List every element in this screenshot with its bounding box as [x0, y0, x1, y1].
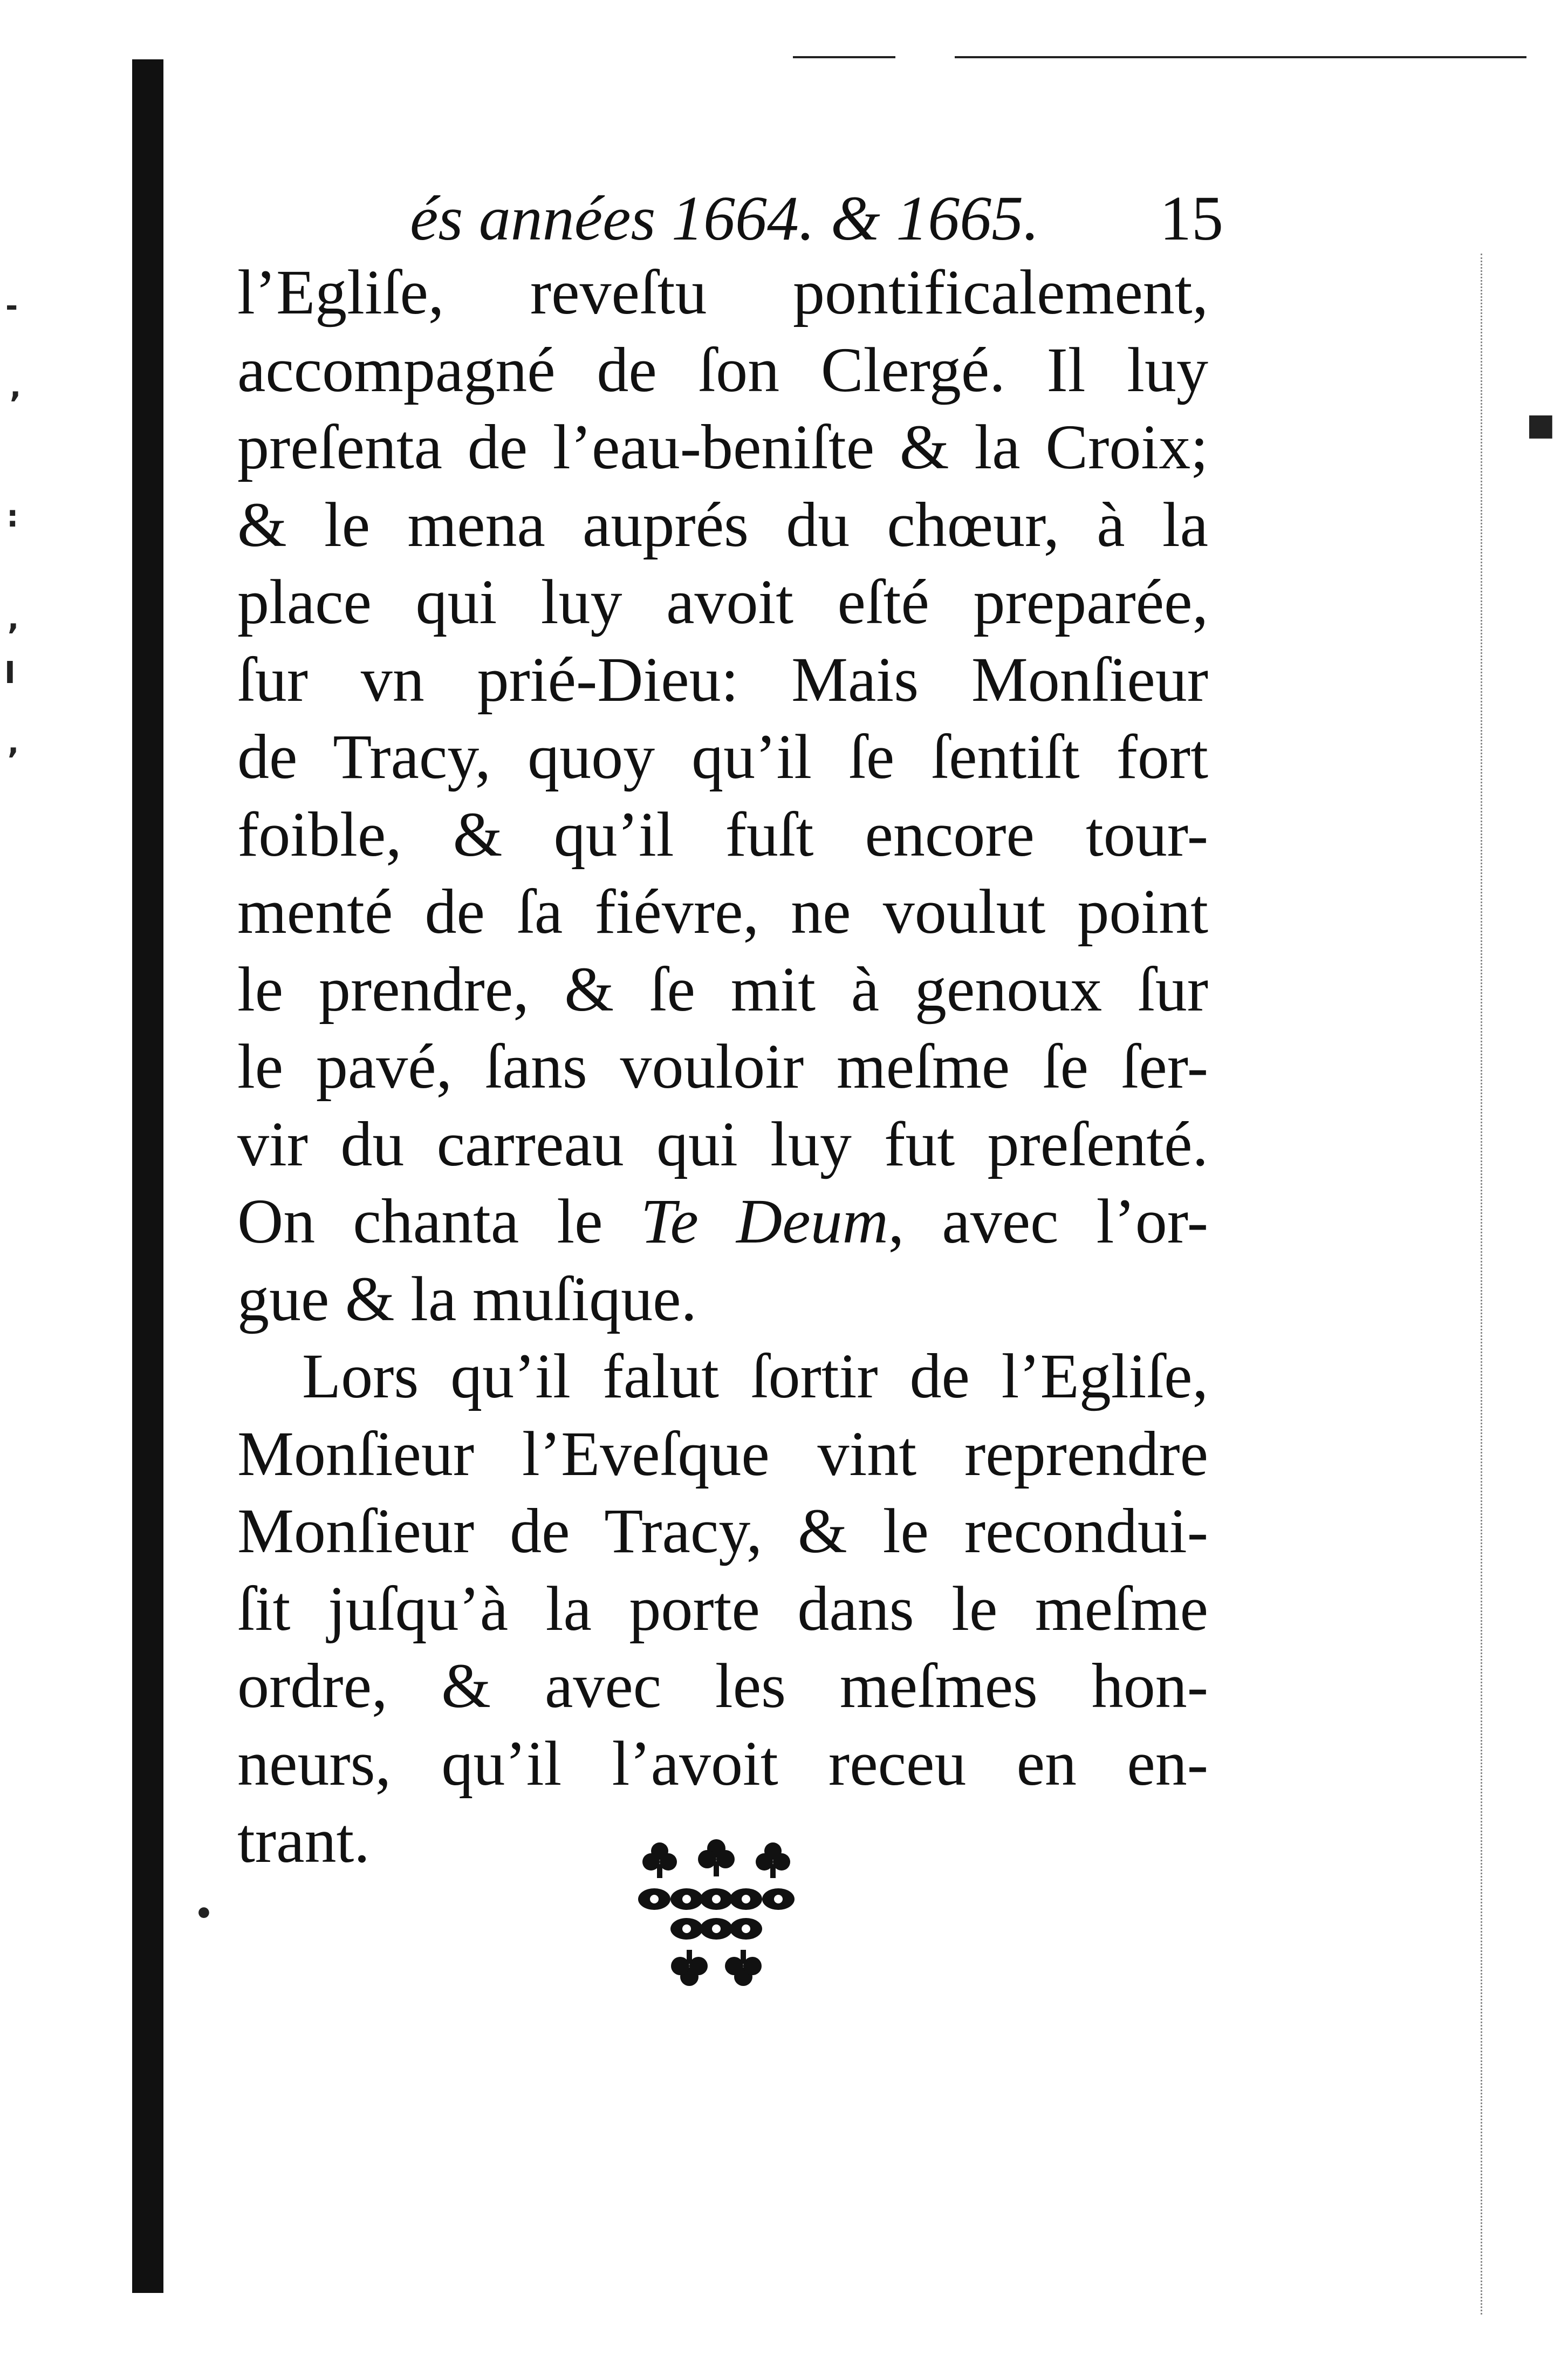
text-line: le pavé, ſans vouloir meſme ſe ſer- [237, 1031, 1208, 1102]
text-line: ſur vn prié-Dieu: Mais Monſieur [237, 644, 1208, 715]
text-line: le prendre, & ſe mit à genoux ſur [237, 953, 1208, 1025]
text-line: ſit juſqu’à la porte dans le meſme [237, 1573, 1208, 1644]
running-head [410, 178, 1219, 259]
running-head-text: és années 1664. & 1665. [410, 183, 1039, 254]
left-margin-speck: • [194, 1896, 214, 1931]
fleuron-ornament-icon [635, 1834, 797, 1996]
page-number: 15 [1160, 183, 1223, 254]
left-margin-speck: I [4, 656, 16, 691]
right-margin-mark: ■ [1526, 407, 1555, 442]
text-line: Lors qu’il falut ſortir de l’Egliſe, [302, 1341, 1208, 1411]
text-line: l’Egliſe, reveſtu pontificalement, [237, 257, 1208, 327]
text-span: On chanta le [237, 1186, 641, 1257]
text-line: trant. [237, 1805, 370, 1876]
text-span: , avec l’or- [888, 1186, 1208, 1257]
left-margin-speck: , [10, 370, 22, 405]
text-line: accompagné de ſon Clergé. Il luy [237, 334, 1208, 405]
text-line: preſenta de l’eau-beniſte & la Croix; [237, 412, 1208, 482]
te-deum-italic: Te Deum [640, 1186, 888, 1257]
text-line: neurs, qu’il l’avoit receu en en- [237, 1728, 1208, 1799]
text-line: Monſieur de Tracy, & le recondui- [237, 1496, 1208, 1566]
text-line: ordre, & avec les meſmes hon- [237, 1650, 1208, 1721]
text-line: gue & la muſique. [237, 1263, 697, 1334]
left-margin-speck: : [6, 499, 19, 534]
top-rule-right [955, 56, 1526, 58]
text-line: vir du carreau qui luy fut preſenté. [237, 1108, 1208, 1179]
left-margin-speck: - [5, 289, 18, 324]
text-line: foible, & qu’il fuſt encore tour- [237, 798, 1208, 870]
text-line: de Tracy, quoy qu’il ſe ſentiſt fort [237, 721, 1208, 792]
text-line: & le mena auprés du chœur, à la [237, 489, 1208, 560]
text-line-te-deum [237, 1183, 1208, 1260]
text-line: menté de ſa fiévre, ne voulut point [237, 876, 1208, 947]
left-margin-speck: , [8, 602, 19, 637]
adjacent-page-margin [1481, 254, 1542, 2315]
body-text [237, 254, 1208, 1880]
page-gutter-edge [132, 59, 163, 2293]
top-rule-left [793, 56, 895, 58]
text-line: place qui luy avoit eſté preparée, [237, 566, 1208, 637]
left-margin-speck: , [8, 726, 19, 761]
text-line: Monſieur l’Eveſque vint reprendre [237, 1418, 1208, 1489]
